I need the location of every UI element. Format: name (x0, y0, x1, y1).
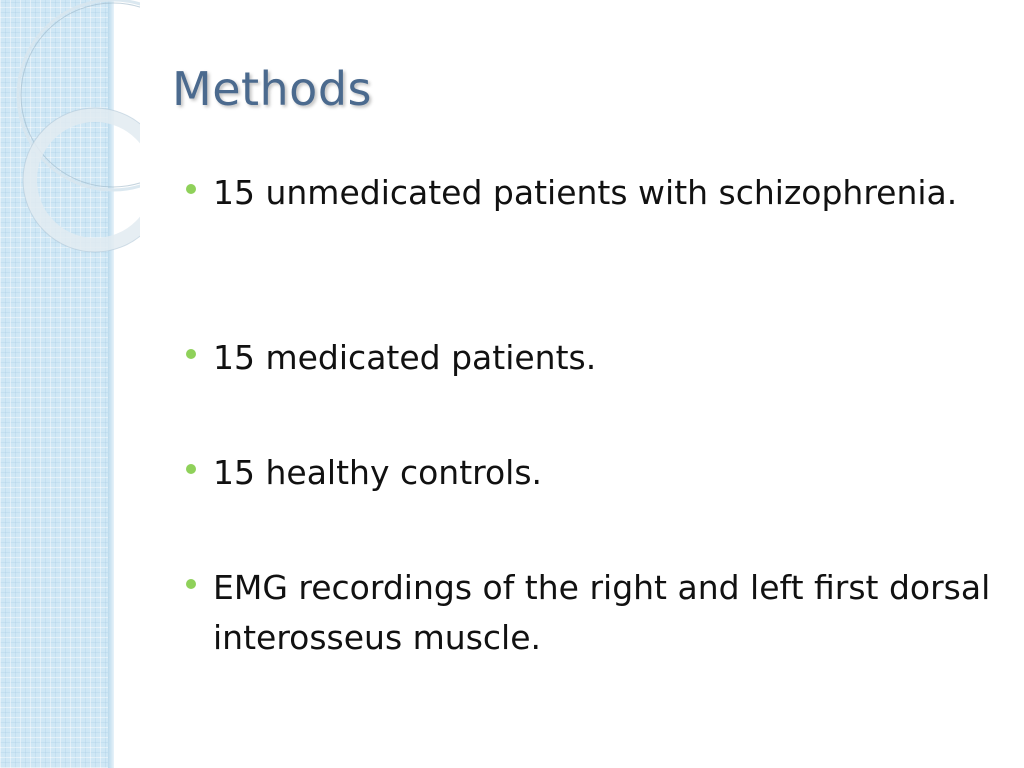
bullet-text: 15 medicated patients. (213, 338, 597, 377)
slide-title: Methods (172, 62, 372, 116)
bullet-item (186, 168, 1003, 218)
bullet-item (186, 448, 1003, 498)
bullet-marker-icon (186, 464, 196, 474)
bullet-marker-icon (186, 349, 196, 359)
decorative-rings (0, 0, 140, 300)
bullet-text: EMG recordings of the right and left first dorsal interosseus muscle. (213, 568, 991, 657)
bullet-marker-icon (186, 579, 196, 589)
bullet-text: 15 unmedicated patients with schizophrenia. (213, 173, 958, 212)
bullet-text: 15 healthy controls. (213, 453, 543, 492)
bullet-item (186, 333, 1003, 383)
bullet-item (186, 563, 1003, 663)
bullet-marker-icon (186, 184, 196, 194)
